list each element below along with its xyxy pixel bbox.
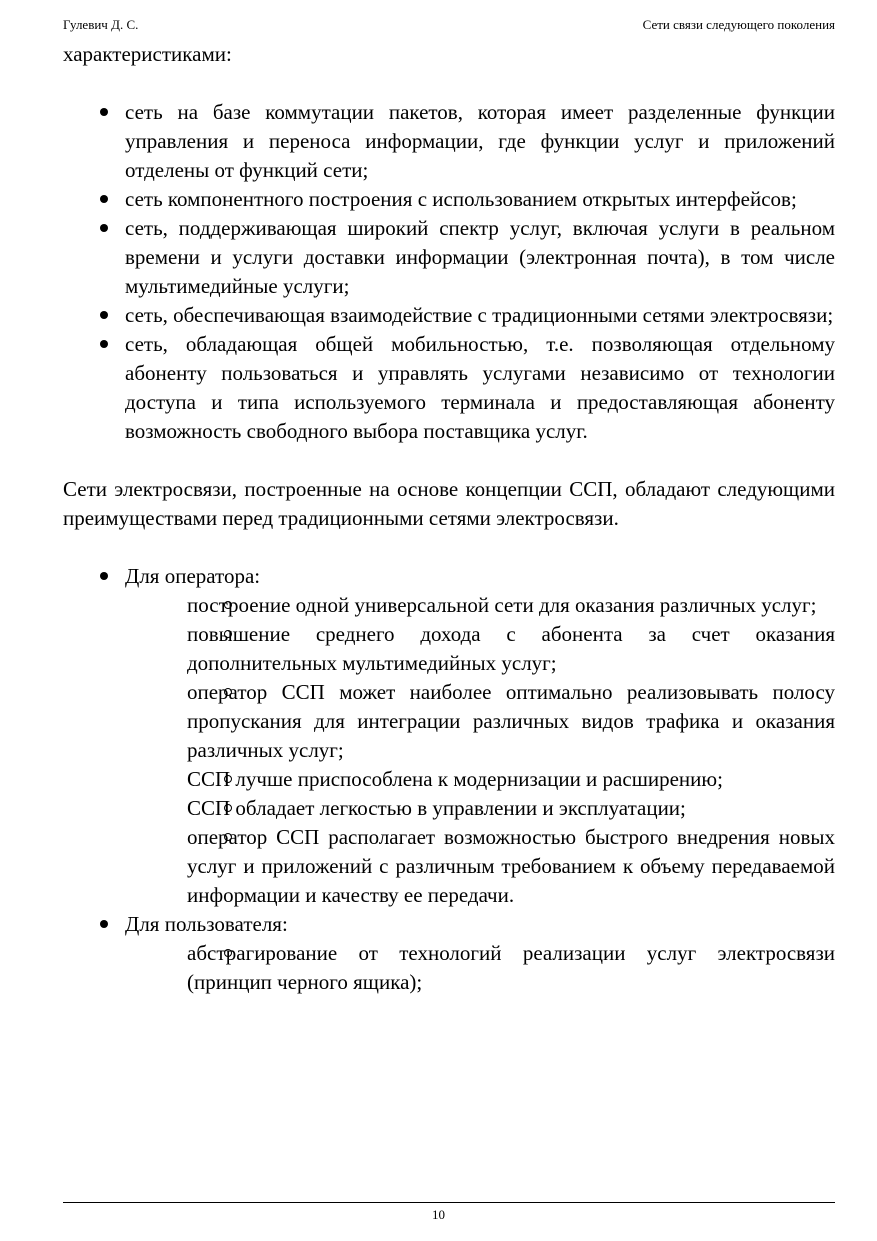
list-item bbox=[125, 591, 835, 620]
list-item bbox=[125, 939, 835, 997]
bullet-icon bbox=[100, 224, 108, 232]
characteristics-list bbox=[63, 98, 835, 446]
group-label: Для пользователя: bbox=[125, 912, 288, 936]
circle-bullet-icon bbox=[224, 804, 232, 812]
user-sublist bbox=[187, 939, 835, 997]
list-item-text: сеть компонентного построения с использованием открытых интерфейсов; bbox=[125, 187, 797, 211]
list-item-text: ССП обладает легкостью в управлении и эксплуатации; bbox=[187, 796, 686, 820]
list-item bbox=[125, 794, 835, 823]
advantages-paragraph: Сети электросвязи, построенные на основе концепции ССП, обладают следующими преимуществами перед традиционными сетями электросвязи. bbox=[63, 477, 835, 530]
header-author: Гулевич Д. С. bbox=[63, 17, 139, 32]
page-number: 10 bbox=[432, 1207, 445, 1222]
advantages-list bbox=[63, 562, 835, 997]
advantage-group-user bbox=[63, 910, 835, 997]
advantage-group-operator bbox=[63, 562, 835, 910]
circle-bullet-icon bbox=[224, 601, 232, 609]
circle-bullet-icon bbox=[224, 775, 232, 783]
page-content bbox=[63, 40, 835, 997]
list-item-text: оператор ССП может наиболее оптимально реализовывать полосу пропускания для интеграции различных видов трафика и оказания различных услуг; bbox=[187, 680, 835, 762]
list-item-text: построение одной универсальной сети для оказания различных услуг; bbox=[187, 593, 817, 617]
bullet-icon bbox=[100, 311, 108, 319]
group-label: Для оператора: bbox=[125, 564, 261, 588]
header-title: Сети связи следующего поколения bbox=[642, 17, 835, 32]
list-item-text: ССП лучше приспособлена к модернизации и расширению; bbox=[187, 767, 723, 791]
list-item bbox=[63, 301, 835, 330]
list-item-text: абстрагирование от технологий реализации услуг электросвязи (принцип черного ящика); bbox=[187, 941, 835, 994]
list-item-text: оператор ССП располагает возможностью быстрого внедрения новых услуг и приложений с различным требованием к объему передаваемой информации и качеству ее передачи. bbox=[187, 825, 835, 907]
bullet-icon bbox=[100, 108, 108, 116]
circle-bullet-icon bbox=[224, 949, 232, 957]
list-item-text: сеть на базе коммутации пакетов, которая имеет разделенные функции управления и переноса информации, где функции услуг и приложений отделены от функций сети; bbox=[125, 100, 835, 182]
list-item-text: сеть, обеспечивающая взаимодействие с традиционными сетями электросвязи; bbox=[125, 303, 834, 327]
list-item bbox=[63, 330, 835, 446]
list-item bbox=[63, 185, 835, 214]
circle-bullet-icon bbox=[224, 688, 232, 696]
bullet-icon bbox=[100, 340, 108, 348]
lead-text: характеристиками: bbox=[63, 42, 232, 66]
list-item bbox=[125, 620, 835, 678]
list-item bbox=[125, 765, 835, 794]
list-item bbox=[63, 214, 835, 301]
circle-bullet-icon bbox=[224, 833, 232, 841]
list-item-text: сеть, обладающая общей мобильностью, т.е. позволяющая отдельному абоненту пользоваться и управлять услугами независимо от технологии доступа и типа используемого терминала и предоставляющая абоненту возможность свободного выбора поставщика услуг. bbox=[125, 332, 835, 443]
circle-bullet-icon bbox=[224, 630, 232, 638]
bullet-icon bbox=[100, 572, 108, 580]
footer-divider bbox=[63, 1202, 835, 1203]
list-item bbox=[63, 98, 835, 185]
list-item bbox=[125, 678, 835, 765]
bullet-icon bbox=[100, 195, 108, 203]
operator-sublist bbox=[187, 591, 835, 910]
list-item-text: повышение среднего дохода с абонента за счет оказания дополнительных мультимедийных услуг; bbox=[187, 622, 835, 675]
bullet-icon bbox=[100, 920, 108, 928]
list-item-text: сеть, поддерживающая широкий спектр услуг, включая услуги в реальном времени и услуги доставки информации (электронная почта), в том числе мультимедийные услуги; bbox=[125, 216, 835, 298]
list-item bbox=[125, 823, 835, 910]
